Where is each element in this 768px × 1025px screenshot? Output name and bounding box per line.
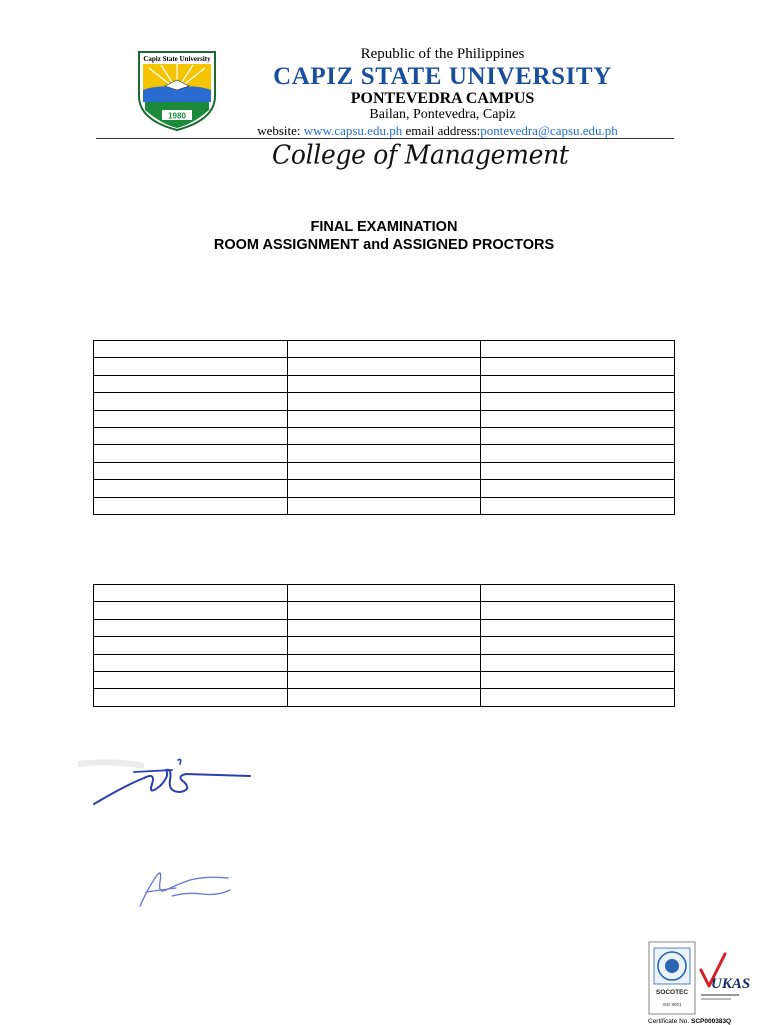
- table-cell: [94, 637, 288, 654]
- campus-name: PONTEVEDRA CAMPUS: [350, 90, 535, 107]
- table-row: [94, 585, 675, 602]
- table-cell: [94, 480, 288, 497]
- table-cell: [287, 585, 481, 602]
- table-cell: [287, 462, 481, 479]
- table-row: [94, 619, 675, 636]
- table-cell: [94, 341, 288, 358]
- table-cell: [94, 671, 288, 688]
- table-cell: [481, 375, 675, 392]
- table-cell: [287, 637, 481, 654]
- table-cell: [481, 689, 675, 706]
- document-subtitle: ROOM ASSIGNMENT and ASSIGNED PROCTORS: [213, 237, 555, 253]
- table-row: [94, 497, 675, 514]
- table-cell: [94, 410, 288, 427]
- table-cell: [94, 462, 288, 479]
- letterhead: [250, 46, 635, 139]
- table-cell: [94, 619, 288, 636]
- table-cell: [481, 654, 675, 671]
- table-cell: [481, 585, 675, 602]
- socotec-label: SOCOTEC: [655, 989, 689, 996]
- table-cell: [94, 689, 288, 706]
- campus-address: Bailan, Pontevedra, Capiz: [369, 107, 516, 122]
- university-name: CAPIZ STATE UNIVERSITY: [273, 63, 612, 90]
- table-cell: [481, 358, 675, 375]
- logo-year: 1980: [168, 111, 186, 121]
- certificate-number: [648, 1018, 731, 1025]
- table-cell: [287, 445, 481, 462]
- website-link[interactable]: www.capsu.edu.ph: [303, 123, 403, 138]
- table-cell: [287, 341, 481, 358]
- website-label: website:: [257, 123, 301, 138]
- table-cell: [481, 410, 675, 427]
- logo-caption: Capiz State University: [143, 55, 211, 63]
- table-cell: [481, 480, 675, 497]
- table-cell: [94, 497, 288, 514]
- table-row: [94, 375, 675, 392]
- contact-line: [240, 123, 635, 139]
- table-cell: [287, 410, 481, 427]
- ukas-label: UKAS: [711, 976, 751, 992]
- table-cell: [481, 427, 675, 444]
- table-cell: [287, 654, 481, 671]
- table-row: [94, 410, 675, 427]
- table-cell: [287, 671, 481, 688]
- table-row: [94, 480, 675, 497]
- table-cell: [94, 602, 288, 619]
- document-title: FINAL EXAMINATION: [310, 219, 458, 235]
- table-row: [94, 341, 675, 358]
- table-row: [94, 602, 675, 619]
- table-cell: [94, 445, 288, 462]
- table-cell: [287, 602, 481, 619]
- table-cell: [94, 585, 288, 602]
- table-row: [94, 445, 675, 462]
- table-cell: [287, 358, 481, 375]
- table-cell: [94, 393, 288, 410]
- room-assignment-table-1: [93, 340, 675, 515]
- table-row: [94, 393, 675, 410]
- email-label: email address:: [405, 123, 481, 138]
- table-cell: [94, 358, 288, 375]
- table-cell: [94, 375, 288, 392]
- table-cell: [481, 341, 675, 358]
- email-link[interactable]: pontevedra@capsu.edu.ph: [480, 123, 618, 138]
- college-name: College of Management: [272, 139, 569, 170]
- table-cell: [94, 427, 288, 444]
- republic-line: Republic of the Philippines: [360, 46, 525, 62]
- iso-label: ISO 9001: [662, 1002, 682, 1007]
- certificate-value: SCP000383Q: [691, 1018, 732, 1025]
- table-cell: [481, 671, 675, 688]
- table-cell: [481, 619, 675, 636]
- table-cell: [287, 480, 481, 497]
- table-row: [94, 689, 675, 706]
- table-cell: [481, 462, 675, 479]
- table-cell: [94, 654, 288, 671]
- table-row: [94, 654, 675, 671]
- certificate-label: Certificate No.: [648, 1018, 690, 1025]
- room-assignment-table-2: [93, 584, 675, 707]
- table-cell: [287, 619, 481, 636]
- table-cell: [481, 497, 675, 514]
- table-cell: [287, 393, 481, 410]
- certification-badges: [645, 940, 751, 1018]
- table-cell: [481, 393, 675, 410]
- table-cell: [481, 445, 675, 462]
- table-row: [94, 637, 675, 654]
- table-cell: [287, 689, 481, 706]
- table-row: [94, 358, 675, 375]
- table-cell: [481, 637, 675, 654]
- table-row: [94, 427, 675, 444]
- signature-1: [74, 756, 264, 812]
- table-cell: [287, 427, 481, 444]
- university-seal-logo: [135, 50, 219, 132]
- table-row: [94, 462, 675, 479]
- signature-2: [132, 866, 236, 912]
- table-cell: [481, 602, 675, 619]
- table-cell: [287, 375, 481, 392]
- table-row: [94, 671, 675, 688]
- table-cell: [287, 497, 481, 514]
